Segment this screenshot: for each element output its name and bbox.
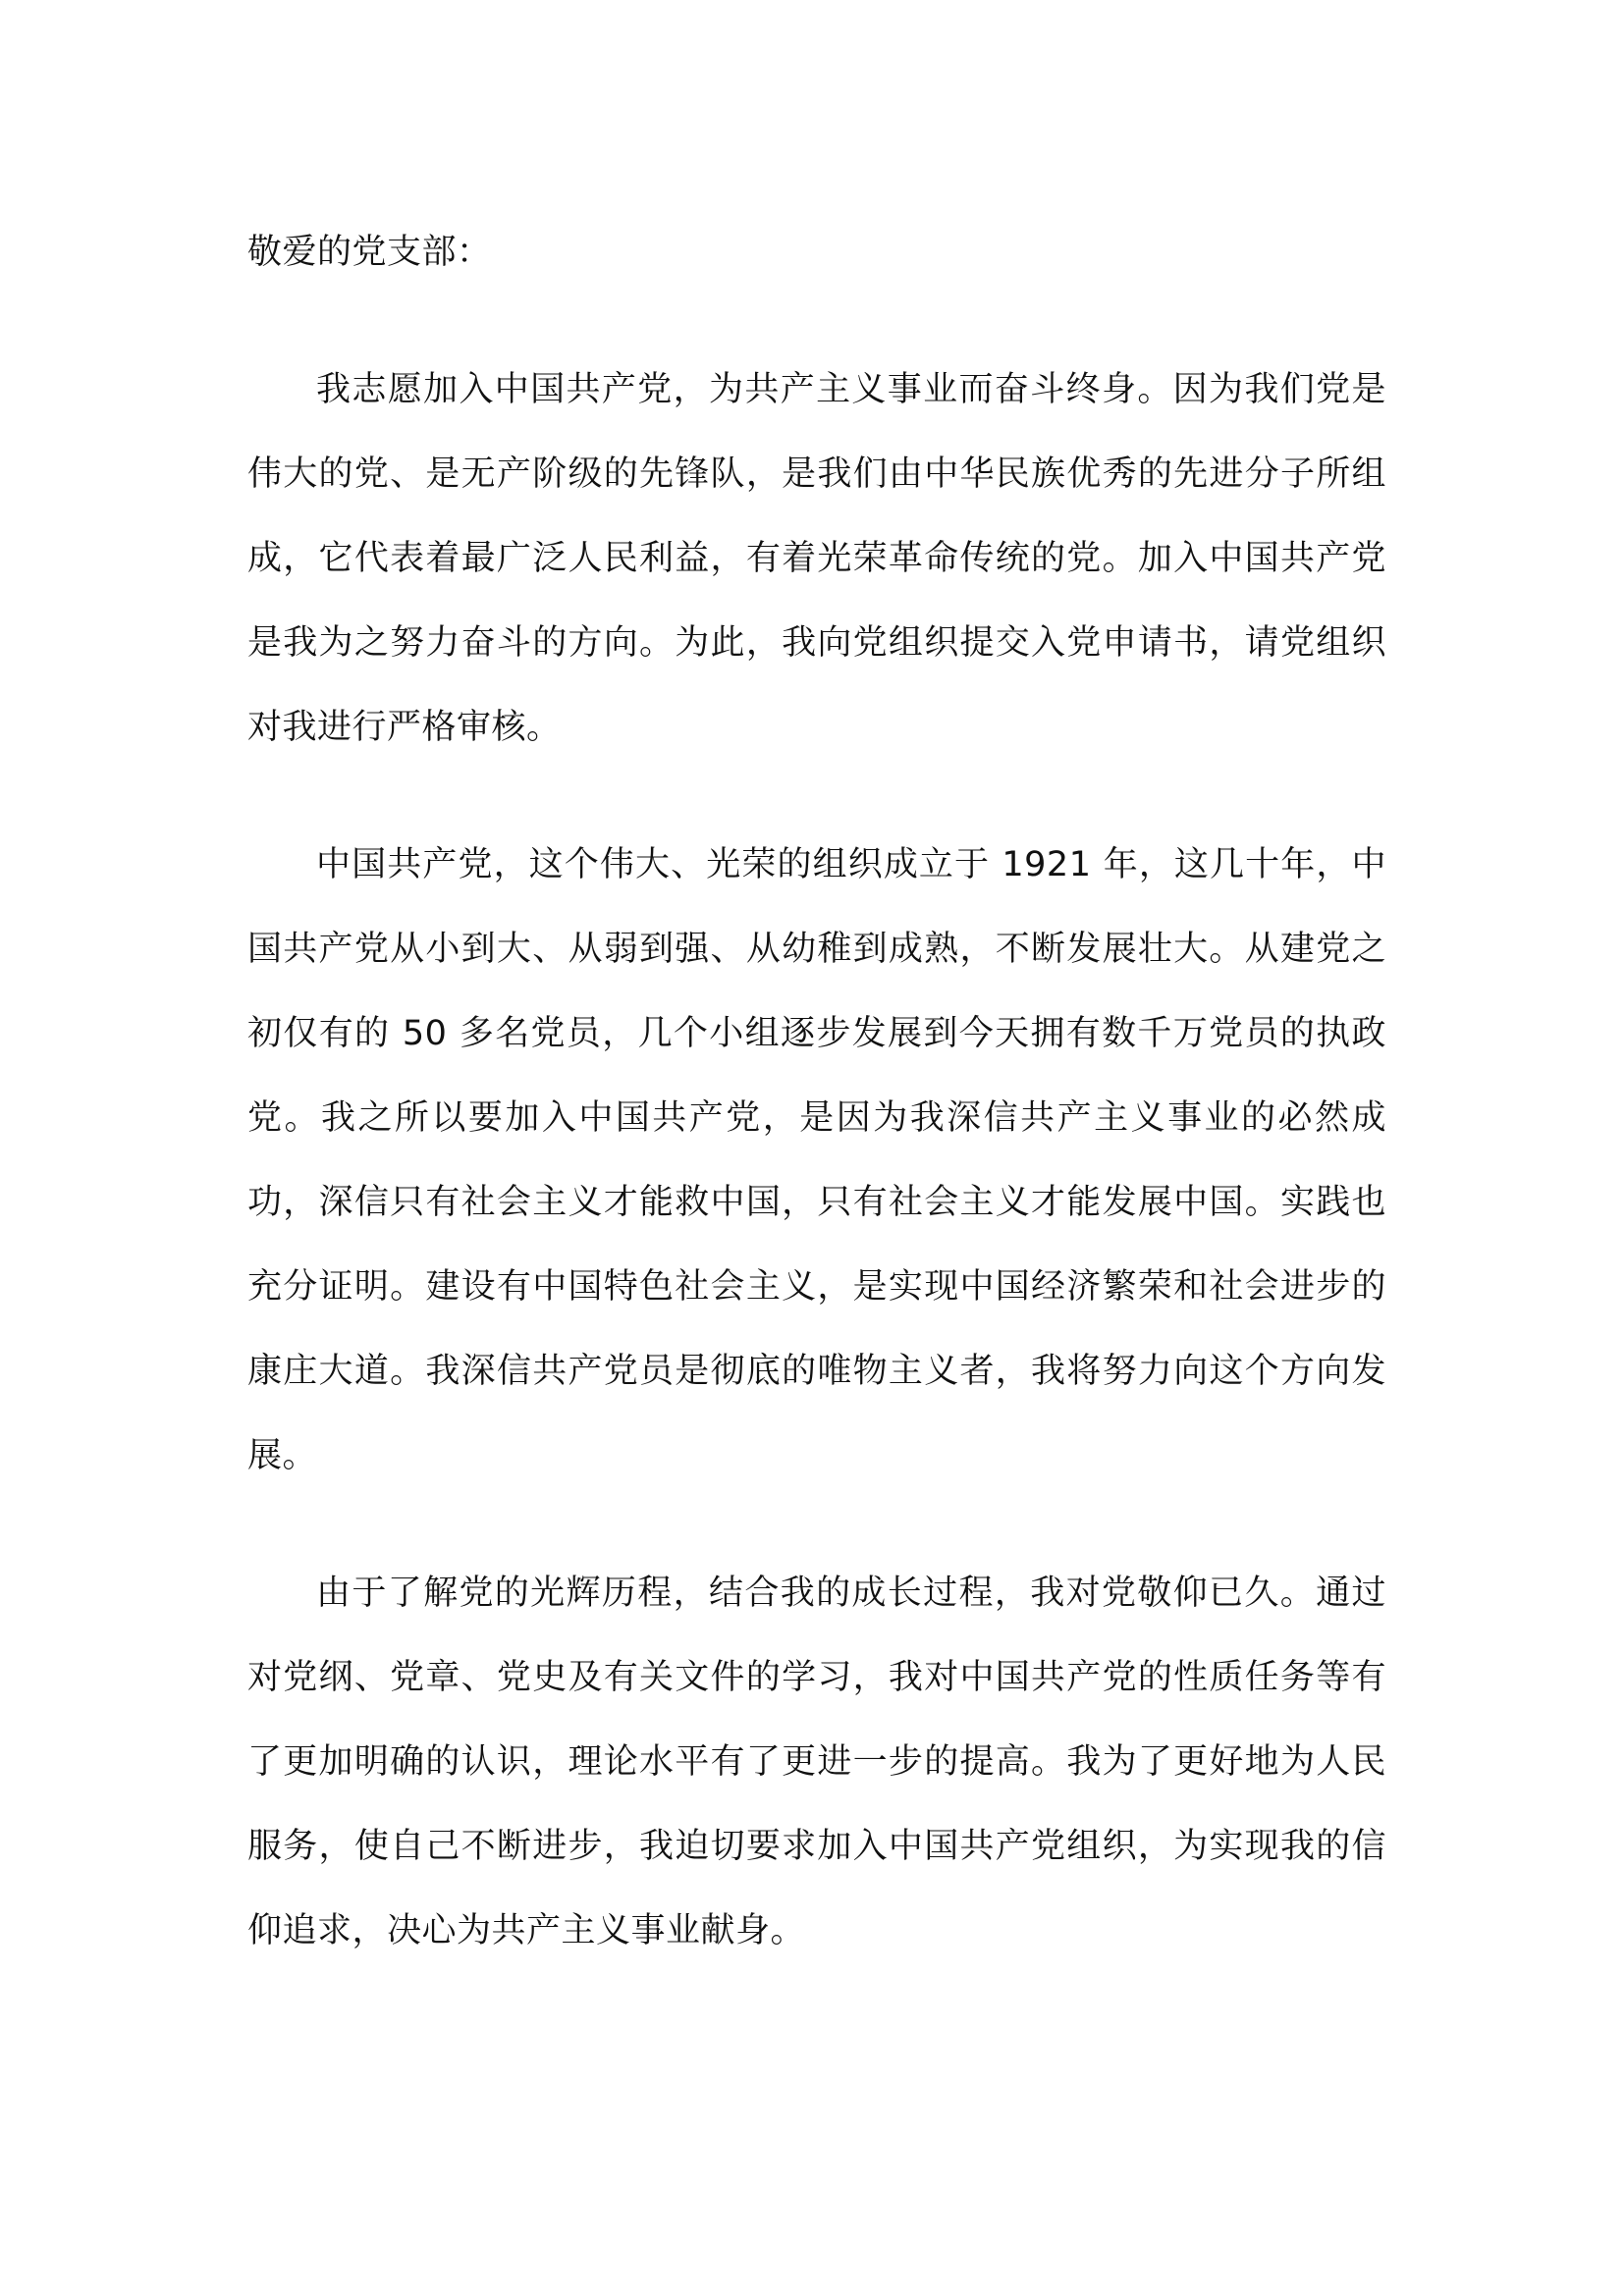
salutation: 敬爱的党支部： bbox=[247, 233, 492, 272]
paragraph-1: 我志愿加入中国共产党，为共产主义事业而奋斗终身。因为我们党是伟大的党、是无产阶级的先锋队，是我们由中华民族优秀的先进分子所组成，它代表着最广泛人民利益，有着光荣革命传统的党。加入中国共产党是我为之努力奋斗的方向。为此，我向党组织提交入党申请书，请党组织对我进行严格审核。 bbox=[247, 370, 1386, 747]
paragraph-2: 中国共产党，这个伟大、光荣的组织成立于 1921 年，这几十年，中国共产党从小到大、从弱到强、从幼稚到成熟，不断发展壮大。从建党之初仅有的 50 多名党员，几个小组逐步发展到今天拥有数千万党员的执政党。我之所以要加入中国共产党，是因为我深信共产主义事业的必然成功，深信只有社会主义才能救中国，只有社会主义才能发展中国。实践也充分证明。建设有中国特色社会主义，是实现中国经济繁荣和社会进步的康庄大道。我深信共产党员是彻底的唯物主义者，我将努力向这个方向发展。 bbox=[247, 845, 1386, 1475]
paragraph-3: 由于了解党的光辉历程，结合我的成长过程，我对党敬仰已久。通过对党纲、党章、党史及有关文件的学习，我对中国共产党的性质任务等有了更加明确的认识，理论水平有了更进一步的提高。我为了更好地为人民服务，使自己不断进步，我迫切要求加入中国共产党组织，为实现我的信仰追求，决心为共产主义事业献身。 bbox=[247, 1574, 1386, 1950]
letter-body bbox=[247, 210, 1386, 2026]
